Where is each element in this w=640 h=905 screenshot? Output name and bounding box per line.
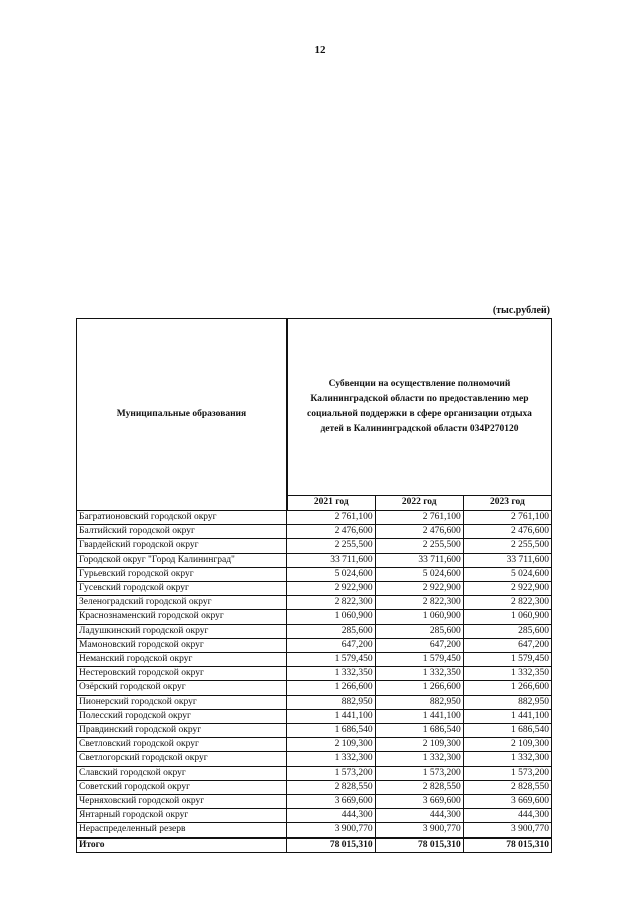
value-2021: 3 900,770 xyxy=(287,823,375,838)
municipality-name: Нестеровский городской округ xyxy=(77,667,287,681)
table-row xyxy=(77,511,552,525)
table-header-row xyxy=(77,319,552,496)
table-row xyxy=(77,553,552,567)
total-2022: 78 015,310 xyxy=(375,838,463,853)
value-2022: 2 476,600 xyxy=(375,525,463,539)
value-2021: 2 828,550 xyxy=(287,780,375,794)
table-row xyxy=(77,795,552,809)
table-row xyxy=(77,738,552,752)
municipality-name: Черняховский городской округ xyxy=(77,795,287,809)
municipality-name: Советский городской округ xyxy=(77,780,287,794)
municipality-name: Багратионовский городской округ xyxy=(77,511,287,525)
municipality-name: Зеленоградский городской округ xyxy=(77,596,287,610)
value-2021: 1 441,100 xyxy=(287,709,375,723)
value-2021: 2 476,600 xyxy=(287,525,375,539)
table-row xyxy=(77,596,552,610)
value-2021: 2 922,900 xyxy=(287,582,375,596)
value-2023: 2 476,600 xyxy=(463,525,551,539)
value-2021: 1 573,200 xyxy=(287,766,375,780)
value-2023: 2 761,100 xyxy=(463,511,551,525)
value-2023: 2 822,300 xyxy=(463,596,551,610)
value-2021: 2 109,300 xyxy=(287,738,375,752)
value-2021: 1 579,450 xyxy=(287,653,375,667)
value-2021: 882,950 xyxy=(287,695,375,709)
value-2023: 1 332,350 xyxy=(463,667,551,681)
value-2023: 5 024,600 xyxy=(463,567,551,581)
municipality-name: Полесский городской округ xyxy=(77,709,287,723)
municipality-name: Гусевский городской округ xyxy=(77,582,287,596)
table-row xyxy=(77,695,552,709)
municipality-name: Гурьевский городской округ xyxy=(77,567,287,581)
value-2023: 1 579,450 xyxy=(463,653,551,667)
value-2021: 33 711,600 xyxy=(287,553,375,567)
municipality-name: Городской округ "Город Калининград" xyxy=(77,553,287,567)
value-2021: 2 761,100 xyxy=(287,511,375,525)
value-2021: 3 669,600 xyxy=(287,795,375,809)
municipality-name: Ладушкинский городской округ xyxy=(77,624,287,638)
value-2023: 444,300 xyxy=(463,809,551,823)
header-year-2023: 2023 год xyxy=(463,496,551,511)
value-2022: 2 822,300 xyxy=(375,596,463,610)
table-row xyxy=(77,624,552,638)
value-2022: 444,300 xyxy=(375,809,463,823)
value-2023: 647,200 xyxy=(463,638,551,652)
municipality-name: Правдинский городской округ xyxy=(77,724,287,738)
table-row xyxy=(77,766,552,780)
value-2023: 1 441,100 xyxy=(463,709,551,723)
value-2021: 1 332,350 xyxy=(287,667,375,681)
table-row xyxy=(77,780,552,794)
total-2021: 78 015,310 xyxy=(287,838,375,853)
table-row xyxy=(77,638,552,652)
value-2023: 1 060,900 xyxy=(463,610,551,624)
municipality-name: Неманский городской округ xyxy=(77,653,287,667)
value-2023: 1 332,300 xyxy=(463,752,551,766)
municipality-name: Мамоновский городской округ xyxy=(77,638,287,652)
total-row xyxy=(77,838,552,853)
table-row xyxy=(77,667,552,681)
table-row xyxy=(77,582,552,596)
value-2022: 3 900,770 xyxy=(375,823,463,838)
value-2021: 1 266,600 xyxy=(287,681,375,695)
value-2023: 2 922,900 xyxy=(463,582,551,596)
total-label: Итого xyxy=(77,838,287,853)
value-2022: 1 060,900 xyxy=(375,610,463,624)
value-2021: 444,300 xyxy=(287,809,375,823)
municipality-name: Краснознаменский городской округ xyxy=(77,610,287,624)
municipality-name: Нераспределенный резерв xyxy=(77,823,287,838)
value-2022: 2 922,900 xyxy=(375,582,463,596)
municipality-name: Янтарный городской округ xyxy=(77,809,287,823)
header-subvention: Субвенции на осуществление полномочий Калининградской области по предоставлению мер социальной поддержки в сфере организации отдыха детей в Калининградской области 034Р270120 xyxy=(287,319,552,496)
value-2022: 285,600 xyxy=(375,624,463,638)
value-2023: 882,950 xyxy=(463,695,551,709)
total-2023: 78 015,310 xyxy=(463,838,551,853)
value-2023: 2 109,300 xyxy=(463,738,551,752)
value-2023: 285,600 xyxy=(463,624,551,638)
value-2022: 2 255,500 xyxy=(375,539,463,553)
municipality-name: Славский городской округ xyxy=(77,766,287,780)
value-2023: 1 686,540 xyxy=(463,724,551,738)
subvention-table xyxy=(76,318,552,853)
value-2022: 3 669,600 xyxy=(375,795,463,809)
table-body xyxy=(77,511,552,853)
municipality-name: Озёрский городской округ xyxy=(77,681,287,695)
header-year-2022: 2022 год xyxy=(375,496,463,511)
table-row xyxy=(77,610,552,624)
header-year-2021: 2021 год xyxy=(287,496,375,511)
value-2021: 1 332,300 xyxy=(287,752,375,766)
value-2022: 1 579,450 xyxy=(375,653,463,667)
value-2021: 5 024,600 xyxy=(287,567,375,581)
table-row xyxy=(77,724,552,738)
municipality-name: Светлогорский городской округ xyxy=(77,752,287,766)
value-2021: 2 255,500 xyxy=(287,539,375,553)
value-2022: 33 711,600 xyxy=(375,553,463,567)
table-row xyxy=(77,823,552,838)
value-2021: 2 822,300 xyxy=(287,596,375,610)
value-2023: 2 828,550 xyxy=(463,780,551,794)
value-2021: 285,600 xyxy=(287,624,375,638)
value-2023: 3 900,770 xyxy=(463,823,551,838)
value-2022: 2 761,100 xyxy=(375,511,463,525)
municipality-name: Балтийский городской округ xyxy=(77,525,287,539)
value-2022: 1 686,540 xyxy=(375,724,463,738)
value-2023: 1 573,200 xyxy=(463,766,551,780)
value-2022: 5 024,600 xyxy=(375,567,463,581)
value-2022: 1 332,350 xyxy=(375,667,463,681)
municipality-name: Светловский городской округ xyxy=(77,738,287,752)
value-2023: 1 266,600 xyxy=(463,681,551,695)
value-2022: 2 109,300 xyxy=(375,738,463,752)
page-number: 12 xyxy=(314,44,326,56)
value-2022: 2 828,550 xyxy=(375,780,463,794)
table-row xyxy=(77,681,552,695)
value-2022: 647,200 xyxy=(375,638,463,652)
units-label: (тыс.рублей) xyxy=(492,305,550,316)
table-row xyxy=(77,539,552,553)
municipality-name: Пионерский городской округ xyxy=(77,695,287,709)
table-row xyxy=(77,653,552,667)
table-row xyxy=(77,567,552,581)
table-row xyxy=(77,809,552,823)
value-2022: 1 266,600 xyxy=(375,681,463,695)
value-2022: 1 441,100 xyxy=(375,709,463,723)
table-row xyxy=(77,525,552,539)
header-municipality: Муниципальные образования xyxy=(77,319,287,511)
value-2021: 647,200 xyxy=(287,638,375,652)
value-2023: 2 255,500 xyxy=(463,539,551,553)
value-2022: 1 573,200 xyxy=(375,766,463,780)
table-row xyxy=(77,752,552,766)
value-2023: 33 711,600 xyxy=(463,553,551,567)
table-row xyxy=(77,709,552,723)
value-2022: 882,950 xyxy=(375,695,463,709)
value-2021: 1 060,900 xyxy=(287,610,375,624)
value-2023: 3 669,600 xyxy=(463,795,551,809)
value-2021: 1 686,540 xyxy=(287,724,375,738)
municipality-name: Гвардейский городской округ xyxy=(77,539,287,553)
value-2022: 1 332,300 xyxy=(375,752,463,766)
